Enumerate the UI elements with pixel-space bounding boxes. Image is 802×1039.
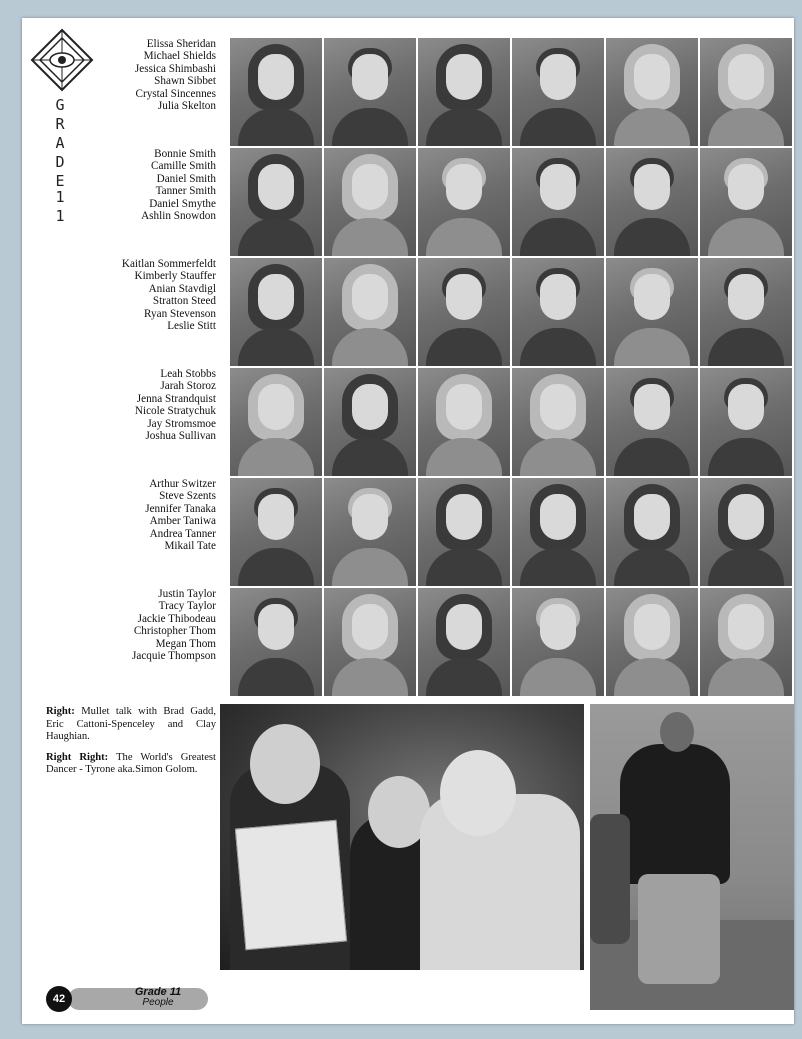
names-row-6 (132, 588, 216, 662)
student-portrait (512, 368, 604, 476)
student-portrait (230, 368, 322, 476)
names-row-2 (141, 148, 216, 222)
grade-letter: G (55, 96, 65, 114)
student-name: Arthur Switzer (149, 478, 216, 490)
student-portrait (606, 258, 698, 366)
grade-letter: D (55, 153, 65, 171)
student-name: Daniel Smith (156, 172, 216, 185)
student-portrait (512, 478, 604, 586)
student-portrait (606, 368, 698, 476)
student-portrait (324, 588, 416, 696)
photo-captions (46, 706, 216, 785)
student-name: Crystal Sincennes (135, 87, 216, 100)
student-portrait (418, 38, 510, 146)
caption-text: The World's Greatest Dancer - Tyrone aka.Simon Golom. (46, 751, 216, 776)
grade-digit: 1 (55, 188, 65, 206)
caption-right-right (46, 752, 216, 777)
footer-section-subtitle: People (142, 997, 174, 1008)
student-name: Camille Smith (151, 160, 216, 173)
caption-label: Right: (46, 706, 75, 717)
names-row-5 (145, 478, 216, 552)
student-name: Shawn Sibbet (154, 75, 216, 88)
student-portrait (324, 368, 416, 476)
student-portrait (230, 478, 322, 586)
names-row-1 (135, 38, 216, 112)
student-portrait (324, 258, 416, 366)
student-name: Michael Shields (143, 50, 216, 63)
student-name: Elissa Sheridan (146, 38, 216, 50)
student-portrait (606, 588, 698, 696)
student-portrait (418, 588, 510, 696)
student-portrait (700, 368, 792, 476)
student-name: Andrea Tanner (149, 527, 216, 540)
student-portrait (324, 38, 416, 146)
student-name: Steve Szents (159, 490, 216, 503)
grade-vertical-label (48, 96, 72, 191)
student-portrait (700, 258, 792, 366)
student-portrait (700, 148, 792, 256)
student-name: Ryan Stevenson (144, 307, 216, 320)
student-portrait (418, 478, 510, 586)
student-name: Leah Stobbs (160, 368, 216, 380)
grade-letter: A (55, 134, 65, 152)
student-name: Christopher Thom (133, 625, 216, 638)
footer-section-title: Grade 11 (134, 986, 182, 998)
student-name: Kaitlan Sommerfeldt (121, 258, 216, 270)
caption-label: Right Right: (46, 751, 109, 763)
student-name: Megan Thom (155, 637, 216, 650)
student-name: Tracy Taylor (158, 600, 216, 613)
student-portrait (512, 258, 604, 366)
student-name: Stratton Steed (152, 295, 216, 308)
student-name: Justin Taylor (158, 588, 216, 600)
student-name: Nicole Stratychuk (134, 405, 216, 418)
grade-letter: R (55, 115, 65, 133)
student-portrait (418, 368, 510, 476)
student-name: Mikail Tate (164, 540, 216, 553)
student-portrait (418, 258, 510, 366)
portrait-grid (230, 38, 792, 696)
student-name: Jackie Thibodeau (137, 612, 216, 625)
student-portrait (700, 478, 792, 586)
student-portrait (324, 478, 416, 586)
student-name: Amber Taniwa (149, 515, 216, 528)
student-portrait (230, 588, 322, 696)
student-portrait (512, 148, 604, 256)
page-number: 42 (46, 986, 72, 1012)
student-name: Jessica Shimbashi (134, 62, 216, 75)
student-name: Daniel Smythe (149, 197, 216, 210)
caption-right (46, 706, 216, 744)
yearbook-page (22, 18, 794, 1024)
student-name: Ashlin Snowdon (141, 210, 216, 223)
student-portrait (418, 148, 510, 256)
caption-text: Mullet talk with Brad Gadd, Eric Cattoni-Spenceley and Clay Haughian. (46, 706, 216, 743)
student-portrait (324, 148, 416, 256)
names-row-4 (135, 368, 216, 442)
student-name: Bonnie Smith (154, 148, 216, 160)
eye-diamond-logo-icon (30, 28, 94, 92)
names-row-3 (122, 258, 216, 332)
grade-letter: E (55, 172, 65, 190)
student-name: Jacquie Thompson (132, 650, 216, 663)
student-portrait (512, 38, 604, 146)
student-name: Joshua Sullivan (145, 430, 216, 443)
student-name: Tanner Smith (155, 185, 216, 198)
grade-vertical-number (48, 188, 72, 226)
student-name: Leslie Stitt (167, 320, 216, 333)
student-portrait (512, 588, 604, 696)
student-name: Kimberly Stauffer (134, 270, 216, 283)
grade-digit: 1 (55, 207, 65, 225)
student-portrait (230, 258, 322, 366)
student-name: Jenna Strandquist (136, 392, 216, 405)
student-name: Jennifer Tanaka (145, 502, 216, 515)
student-portrait (606, 148, 698, 256)
student-portrait (230, 38, 322, 146)
student-name: Jay Stromsmoe (147, 417, 216, 430)
student-name: Jarah Storoz (160, 380, 216, 393)
student-portrait (700, 588, 792, 696)
student-name: Julia Skelton (157, 100, 216, 113)
student-name: Anian Stavdigl (148, 282, 216, 295)
candid-photo-mullet-talk (220, 704, 584, 970)
student-portrait (230, 148, 322, 256)
student-portrait (700, 38, 792, 146)
student-portrait (606, 38, 698, 146)
candid-photo-dancer (590, 704, 794, 1010)
student-portrait (606, 478, 698, 586)
